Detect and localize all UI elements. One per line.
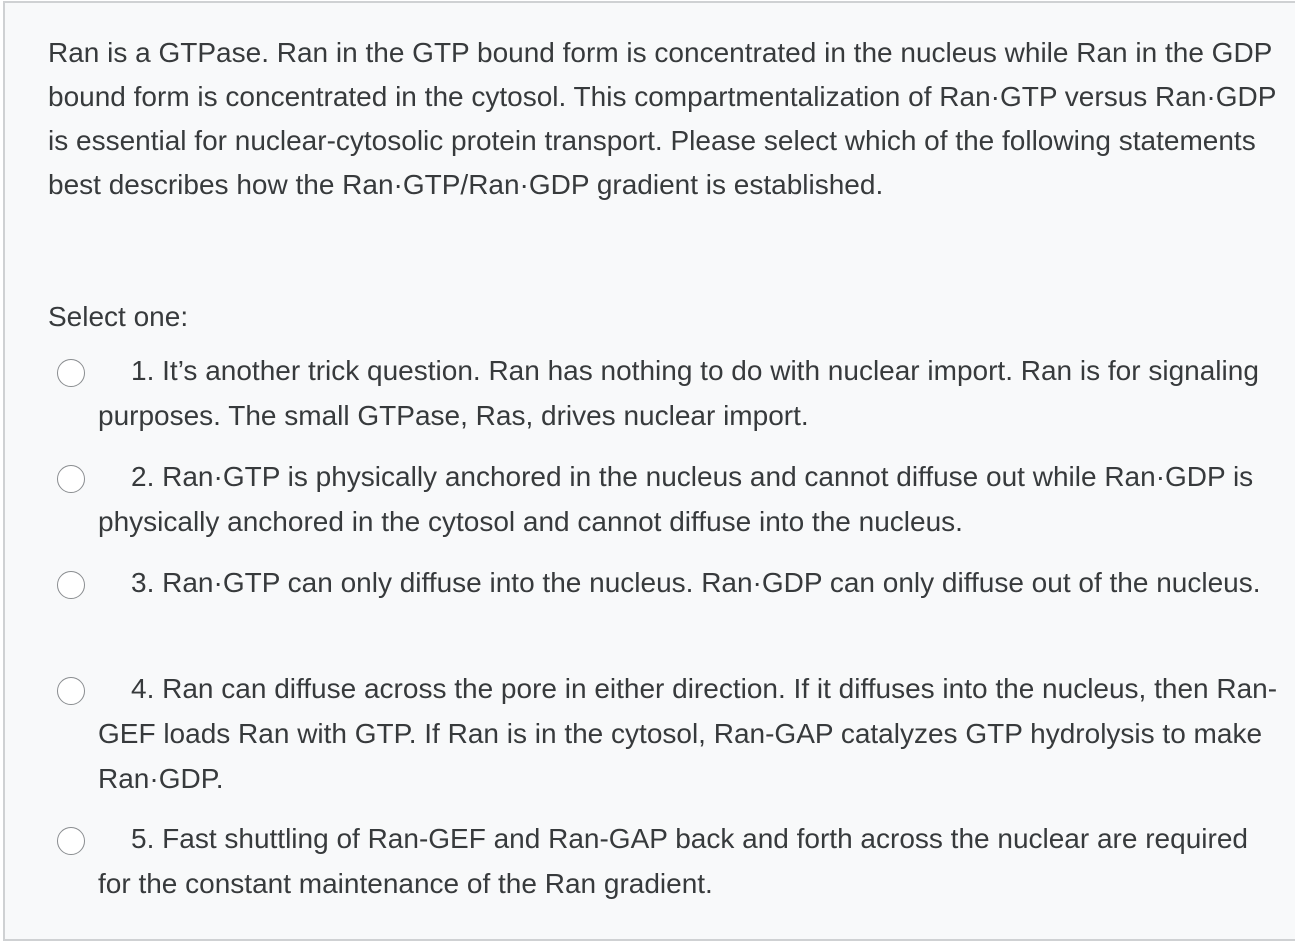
answer-5-number: 5. xyxy=(131,823,155,854)
answer-3-label[interactable] xyxy=(98,560,1278,605)
answer-4-radio[interactable] xyxy=(57,677,85,705)
answer-5-radio[interactable] xyxy=(57,827,85,855)
answer-2-number: 2. xyxy=(131,461,155,492)
question-text: Ran is a GTPase. Ran in the GTP bound form is concentrated in the nucleus while Ran in the GDP bound form is concentrated in the cytosol. This compartmentalization of Ran·GTP versus Ran·GDP is essential for nuclear-cytosolic protein transport. Please select which of the following statements best describes how the Ran·GTP/Ran·GDP gradient is established. xyxy=(48,37,1276,200)
answer-4-number: 4. xyxy=(131,673,155,704)
answer-1-radio[interactable] xyxy=(57,359,85,387)
answer-3-text: Ran·GTP can only diffuse into the nucleus. Ran·GDP can only diffuse out of the nucleus. xyxy=(162,567,1261,598)
answer-2-label[interactable] xyxy=(98,454,1278,544)
question-panel xyxy=(3,1,1295,941)
answer-5-text: Fast shuttling of Ran-GEF and Ran-GAP back and forth across the nuclear are required for the constant maintenance of the Ran gradient. xyxy=(98,823,1248,899)
answer-1-text: It’s another trick question. Ran has nothing to do with nuclear import. Ran is for signaling purposes. The small GTPase, Ras, drives nuclear import. xyxy=(98,355,1259,431)
answer-3-radio[interactable] xyxy=(57,571,85,599)
question-prompt xyxy=(48,31,1278,207)
answer-1-label[interactable] xyxy=(98,348,1278,438)
answer-1-number: 1. xyxy=(131,355,155,386)
answer-2-radio[interactable] xyxy=(57,465,85,493)
answer-4-text: Ran can diffuse across the pore in either direction. If it diffuses into the nucleus, then Ran-GEF loads Ran with GTP. If Ran is in the cytosol, Ran-GAP catalyzes GTP hydrolysis to make Ran·GDP. xyxy=(98,673,1278,794)
answer-3-number: 3. xyxy=(131,567,155,598)
select-one-label: Select one: xyxy=(48,301,189,332)
answer-2-text: Ran·GTP is physically anchored in the nucleus and cannot diffuse out while Ran·GDP is physically anchored in the cytosol and cannot diffuse into the nucleus. xyxy=(98,461,1254,537)
answer-4-label[interactable] xyxy=(98,666,1278,801)
answer-5-label[interactable] xyxy=(98,816,1278,906)
